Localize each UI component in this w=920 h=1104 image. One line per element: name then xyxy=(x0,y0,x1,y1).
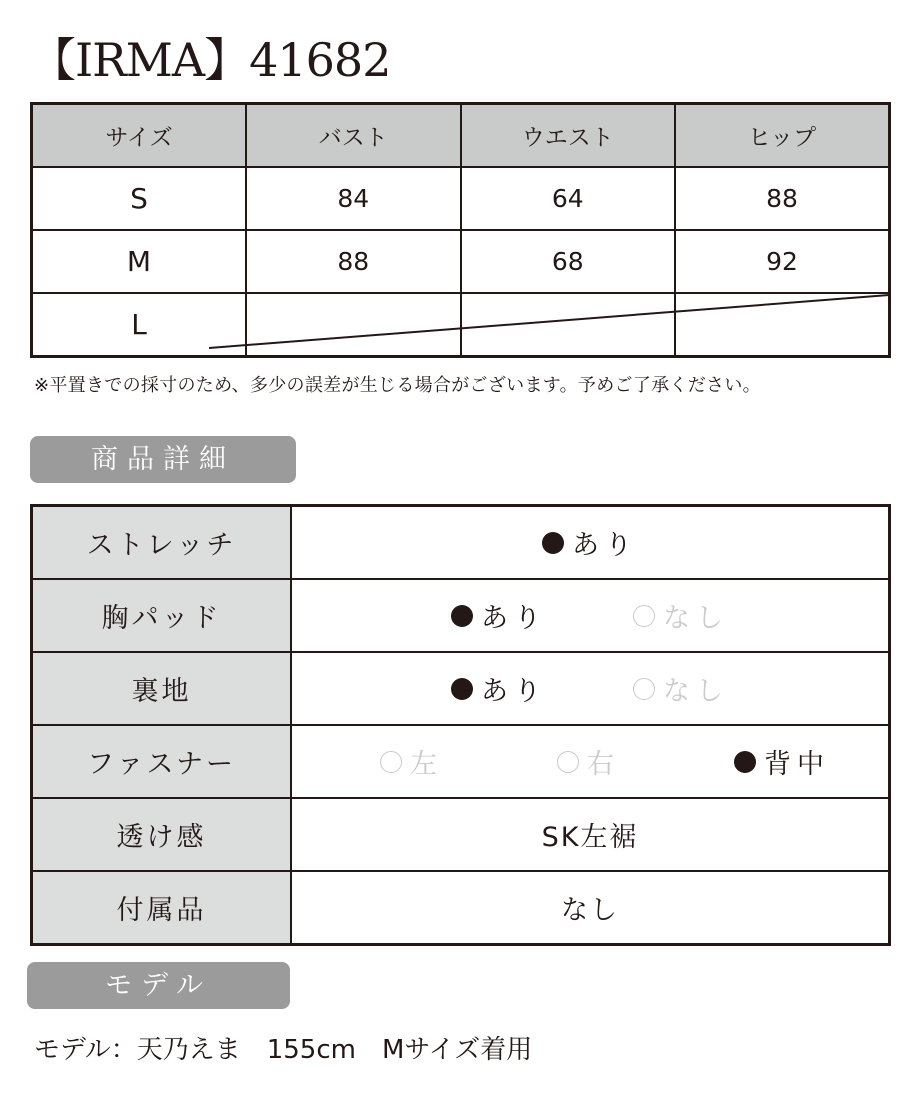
stretch-label: ストレッチ xyxy=(32,506,292,580)
chest-pad-option-yes: あり xyxy=(451,596,547,635)
size-table xyxy=(30,102,891,358)
header-waist: ウエスト xyxy=(461,104,676,168)
lining-label: 裏地 xyxy=(32,652,292,725)
waist-value: 68 xyxy=(461,230,676,293)
size-label: S xyxy=(32,167,247,230)
detail-row-stretch xyxy=(32,506,890,580)
bust-value xyxy=(246,293,461,357)
waist-value: 64 xyxy=(461,167,676,230)
page-title: 【IRMA】41682 xyxy=(30,33,391,87)
waist-value xyxy=(461,293,676,357)
filled-circle-icon xyxy=(734,751,756,773)
fastener-option-right: 右 xyxy=(557,742,620,781)
model-heading: モデル xyxy=(27,962,290,1009)
measurement-note: ※平置きでの採寸のため、多少の誤差が生じる場合がございます。予めご了承ください。 xyxy=(34,375,761,396)
sheerness-value: SK左裾 xyxy=(291,798,890,871)
fastener-option-back: 背中 xyxy=(734,742,830,781)
size-table-header-row xyxy=(32,104,890,168)
filled-circle-icon xyxy=(542,532,564,554)
accessories-label: 付属品 xyxy=(32,871,292,945)
lining-option-yes: あり xyxy=(451,669,547,708)
detail-row-fastener xyxy=(32,725,890,798)
detail-row-accessories xyxy=(32,871,890,945)
detail-row-lining xyxy=(32,652,890,725)
hip-value: 92 xyxy=(675,230,890,293)
empty-circle-icon xyxy=(633,678,655,700)
size-label: M xyxy=(32,230,247,293)
detail-row-chest-pad xyxy=(32,579,890,652)
accessories-value: なし xyxy=(291,871,890,945)
table-row xyxy=(32,293,890,357)
table-row xyxy=(32,230,890,293)
fastener-option-left: 左 xyxy=(380,742,443,781)
bust-value: 88 xyxy=(246,230,461,293)
detail-row-sheerness xyxy=(32,798,890,871)
details-table xyxy=(30,504,891,946)
filled-circle-icon xyxy=(451,605,473,627)
header-size: サイズ xyxy=(32,104,247,168)
chest-pad-option-no: なし xyxy=(633,596,729,635)
filled-circle-icon xyxy=(451,678,473,700)
empty-circle-icon xyxy=(380,751,402,773)
header-hip: ヒップ xyxy=(675,104,890,168)
table-row xyxy=(32,167,890,230)
sheerness-label: 透け感 xyxy=(32,798,292,871)
chest-pad-label: 胸パッド xyxy=(32,579,292,652)
empty-circle-icon xyxy=(633,605,655,627)
header-bust: バスト xyxy=(246,104,461,168)
stretch-option-yes: あり xyxy=(542,523,638,562)
lining-option-no: なし xyxy=(633,669,729,708)
hip-value xyxy=(675,293,890,357)
details-heading: 商品詳細 xyxy=(30,436,296,483)
empty-circle-icon xyxy=(557,751,579,773)
bust-value: 84 xyxy=(246,167,461,230)
hip-value: 88 xyxy=(675,167,890,230)
model-info: モデル：天乃えま 155cm Mサイズ着用 xyxy=(34,1035,533,1065)
size-label: L xyxy=(32,293,247,357)
fastener-label: ファスナー xyxy=(32,725,292,798)
